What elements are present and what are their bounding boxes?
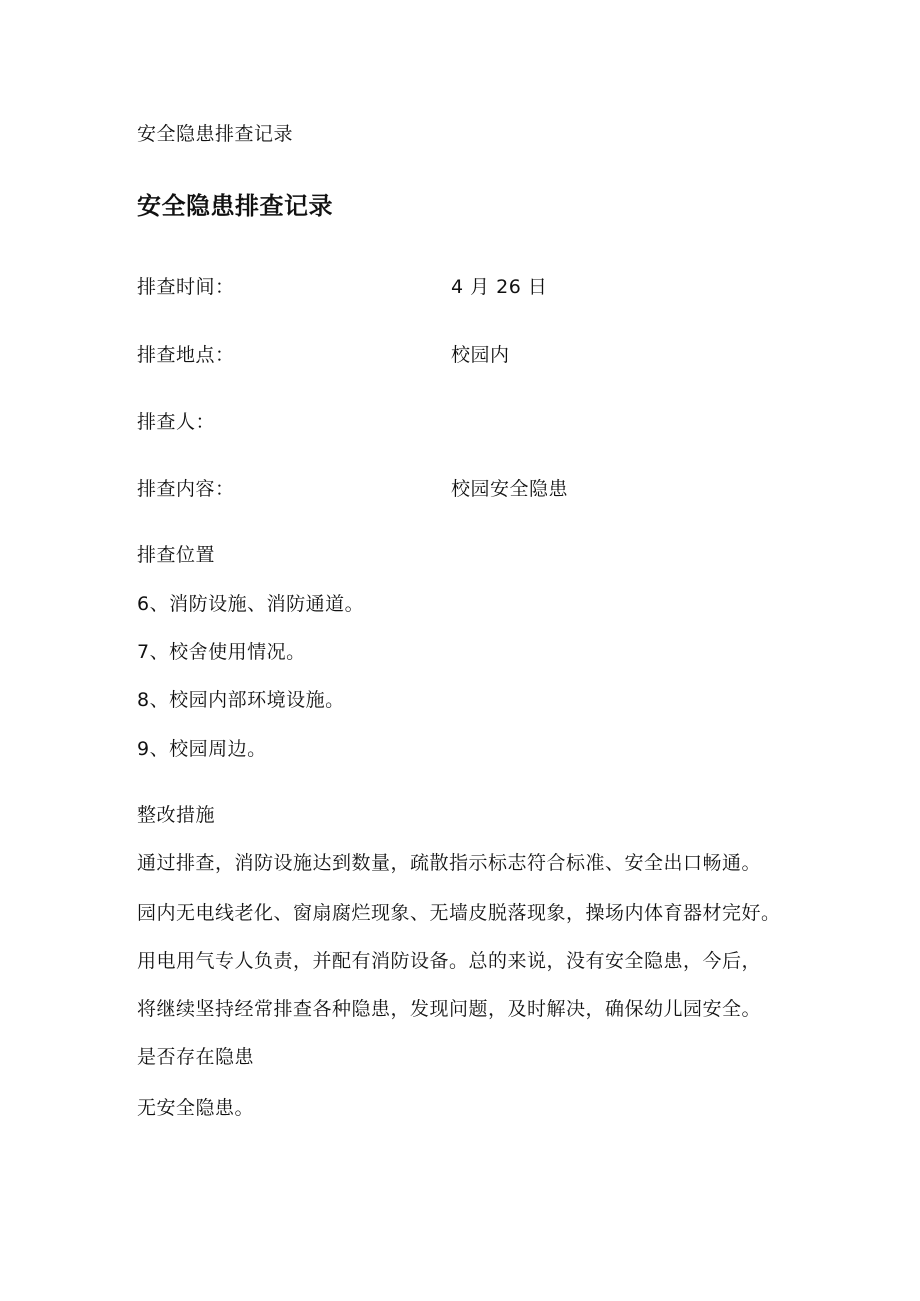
paragraph-line: 用电用气专人负责，并配有消防设备。总的来说，没有安全隐患，今后，: [137, 950, 762, 972]
field-value-time: 4 月 26 日: [451, 276, 548, 298]
field-value-content: 校园安全隐患: [451, 478, 569, 500]
list-item: 9、校园周边。: [137, 738, 267, 760]
list-item: 8、校园内部环境设施。: [137, 689, 345, 711]
field-label-time: 排查时间：: [137, 276, 235, 298]
field-value-location: 校园内: [451, 344, 510, 366]
paragraph-line: 通过排查，消防设施达到数量，疏散指示标志符合标准、安全出口畅通。: [137, 852, 762, 874]
list-item: 6、消防设施、消防通道。: [137, 593, 365, 615]
section-heading-measures: 整改措施: [137, 804, 216, 826]
section-heading-hazard: 是否存在隐患: [137, 1046, 255, 1068]
hazard-answer: 无安全隐患。: [137, 1097, 255, 1119]
paragraph-line: 园内无电线老化、窗扇腐烂现象、无墙皮脱落现象，操场内体育器材完好。: [137, 902, 781, 924]
field-label-location: 排查地点：: [137, 344, 235, 366]
field-label-content: 排查内容：: [137, 478, 235, 500]
list-item: 7、校舍使用情况。: [137, 641, 306, 663]
document-title: 安全隐患排查记录: [137, 192, 333, 220]
running-header: 安全隐患排查记录: [137, 123, 294, 145]
field-label-inspector: 排查人：: [137, 411, 216, 433]
section-heading-positions: 排查位置: [137, 544, 216, 566]
paragraph-line: 将继续坚持经常排查各种隐患，发现问题，及时解决，确保幼儿园安全。: [137, 998, 762, 1020]
